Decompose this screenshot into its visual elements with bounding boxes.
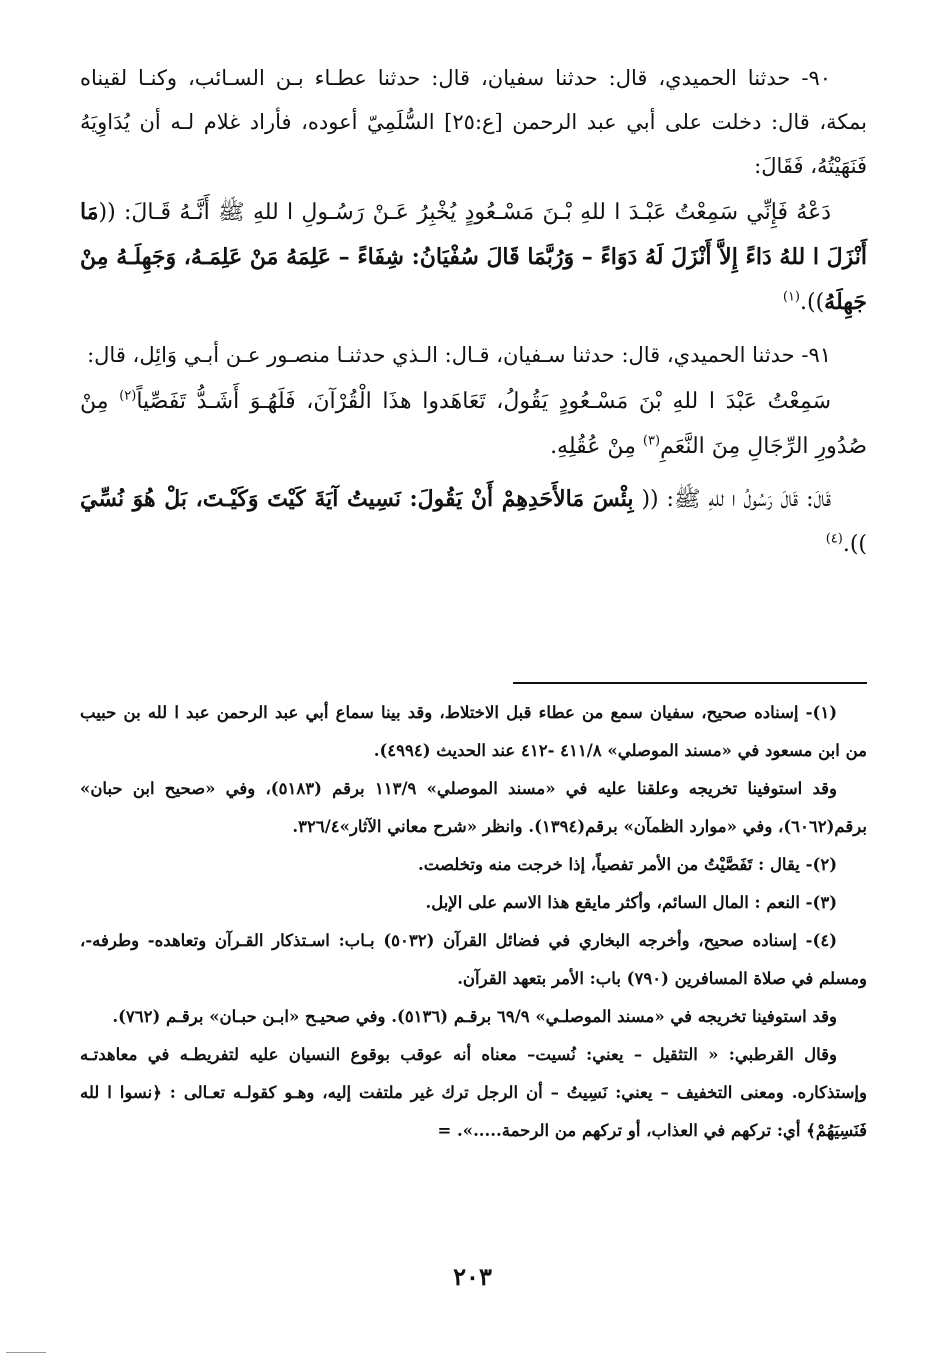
hadith-91-prophetic-lead: قَالَ: قَالَ رَسُولُ ا للهِ ﷺ: (( — [633, 487, 831, 512]
footnotes — [80, 694, 867, 1150]
main-text — [80, 56, 867, 575]
hadith-91-chain — [80, 333, 867, 377]
scan-edge-mark — [6, 1352, 46, 1353]
hadith-90-prophetic-text: مَا أَنْزَلَ ا للهُ دَاءً إِلاَّ أَنْزَلَ لَهُ دَوَاءً – وَرُبَّمَا قَالَ سُفْيَانُ: شِفَاءً – عَلِمَهُ مَنْ عَلِمَـهُ، وَجَهِلَـهُ مِنْ جَهِلَهُ — [80, 199, 867, 315]
footnote-4: (٤)- إسناده صحيح، وأخرجه البخاري في فضائل القرآن (٥٠٣٢) بـاب: اسـتذكار القـرآن وتعاهده- وطرفه-، ومسلم في صلاة المسافرين (٧٩٠) باب: الأمر بتعهد القرآن. — [80, 931, 867, 988]
footnote-1: (١)- إسناده صحيح، سفيان سمع من عطاء قبل الاختلاط، وقد بينا سماع أبي عبد الرحمن عبد ا لله بن حبيب من ابن مسعود في «مسند الموصلي» ٤١١/٨ -٤١٢ عند الحديث (٤٩٩٤). — [80, 703, 867, 760]
footnote-2: (٢)- يقال : تَفَصَّيْتُ من الأمر تفصياً، إذا خرجت منه وتخلصت. — [418, 855, 837, 874]
hadith-90-quote — [80, 190, 867, 325]
footnote-4-continued: وقد استوفينا تخريجه في «مسند الموصلـي» ٦٩/٩ برقـم (٥١٣٦). وفي صحيـح «ابـن حبـان» برقـم (٧٦٢). — [112, 1007, 837, 1026]
footnote-ref-2[interactable]: (٢) — [119, 388, 137, 404]
hadith-91-prophetic-text: بِئْسَ مَالأَحَدِهِمْ أَنْ يَقُولَ: نَسِيتُ آيَةَ كَيْتَ وَكَيْـتَ، بَلْ هُوَ نُسِّيَ — [80, 486, 634, 512]
hadith-91-quote-part-c: مِنْ عُقُلِهِ. — [550, 434, 643, 459]
footnote-ref-1[interactable]: (١) — [782, 289, 800, 305]
footnote-ref-4[interactable]: (٤) — [825, 531, 843, 547]
footnote-4-qurtubi-quote: وقال القرطبي: « التثقيل – يعني: نُسيت– معناه أنه عوقب بوقوع النسيان عليه لتفريطـه في معاهدتـه وإستذكاره. ومعنى التخفيف – يعني: نَسِيتُ – أن الرجل ترك غير ملتفت إليه، وهـو كقولـه تعـالى : ﴿نسوا ا لله فَنَسِيَهُمْ﴾ أي: تركهم في العذاب، أو تركهم من الرحمة.....». = — [80, 1045, 867, 1140]
hadith-91-chain-text: ٩١- حدثنا الحميدي، قال: حدثنا سـفيان، قـال: الـذي حدثنـا منصـور عـن أبـي وَائِل، قال: — [87, 343, 831, 367]
footnote-separator — [513, 682, 867, 684]
hadith-90-chain-text: ٩٠- حدثنا الحميدي، قال: حدثنا سفيان، قال: حدثنا عطـاء بـن السـائب، وكنـا لقيناه بمكة، قال: دخلت على أبي عبد الرحمن [ع:٢٥] السُّلَمِيّ أعوده، فأراد غلام لـه أن يُدَاوِيَهُ فَنَهَيْتُهُ، فَقَالَ: — [80, 66, 867, 178]
hadith-90-quote-close: )). — [800, 290, 825, 315]
hadith-90-quote-lead: دَعْهُ فَإِنِّي سَمِعْتُ عَبْـدَ ا للهِ بْـنَ مَسْـعُودٍ يُخْبِرُ عَـنْ رَسُـولِ ا للهِ ﷺ أَنَّـهُ قَـالَ: (( — [98, 200, 831, 225]
hadith-90-chain — [80, 56, 867, 188]
page-number: ٢٠٣ — [453, 1262, 492, 1291]
hadith-91-prophetic-quote — [80, 477, 867, 567]
footnote-ref-3[interactable]: (٣) — [642, 433, 661, 449]
hadith-91-quote-part-b: مِنْ صُدُورِ الرِّجَالِ مِنَ النَّعَمِ — [80, 389, 867, 459]
hadith-91-quote — [80, 379, 867, 469]
hadith-91-quote-part-a: سَمِعْتُ عَبْدَ ا للهِ بْنَ مَسْـعُودٍ يَقُولُ، تَعَاهَدوا هذَا الْقُرْآنَ، فَلَهُـوَ أَشَـدُّ تَفَصِّياً — [136, 389, 832, 414]
footnote-1-continued: وقد استوفينا تخريجه وعلقنا عليه في «مسند الموصلي» ١١٣/٩ برقم (٥١٨٣)، وفي «صحيح ابن حبان» برقم(٦٠٦٢)، وفي «موارد الظمآن» برقم(١٣٩٤). وانظر «شرح معاني الآثار»٣٢٦/٤. — [80, 779, 867, 836]
footnote-3: (٣)- النعم : المال السائم، وأكثر مايقع هذا الاسم على الإبل. — [425, 893, 837, 912]
hadith-91-prophetic-close: )). — [842, 532, 867, 557]
